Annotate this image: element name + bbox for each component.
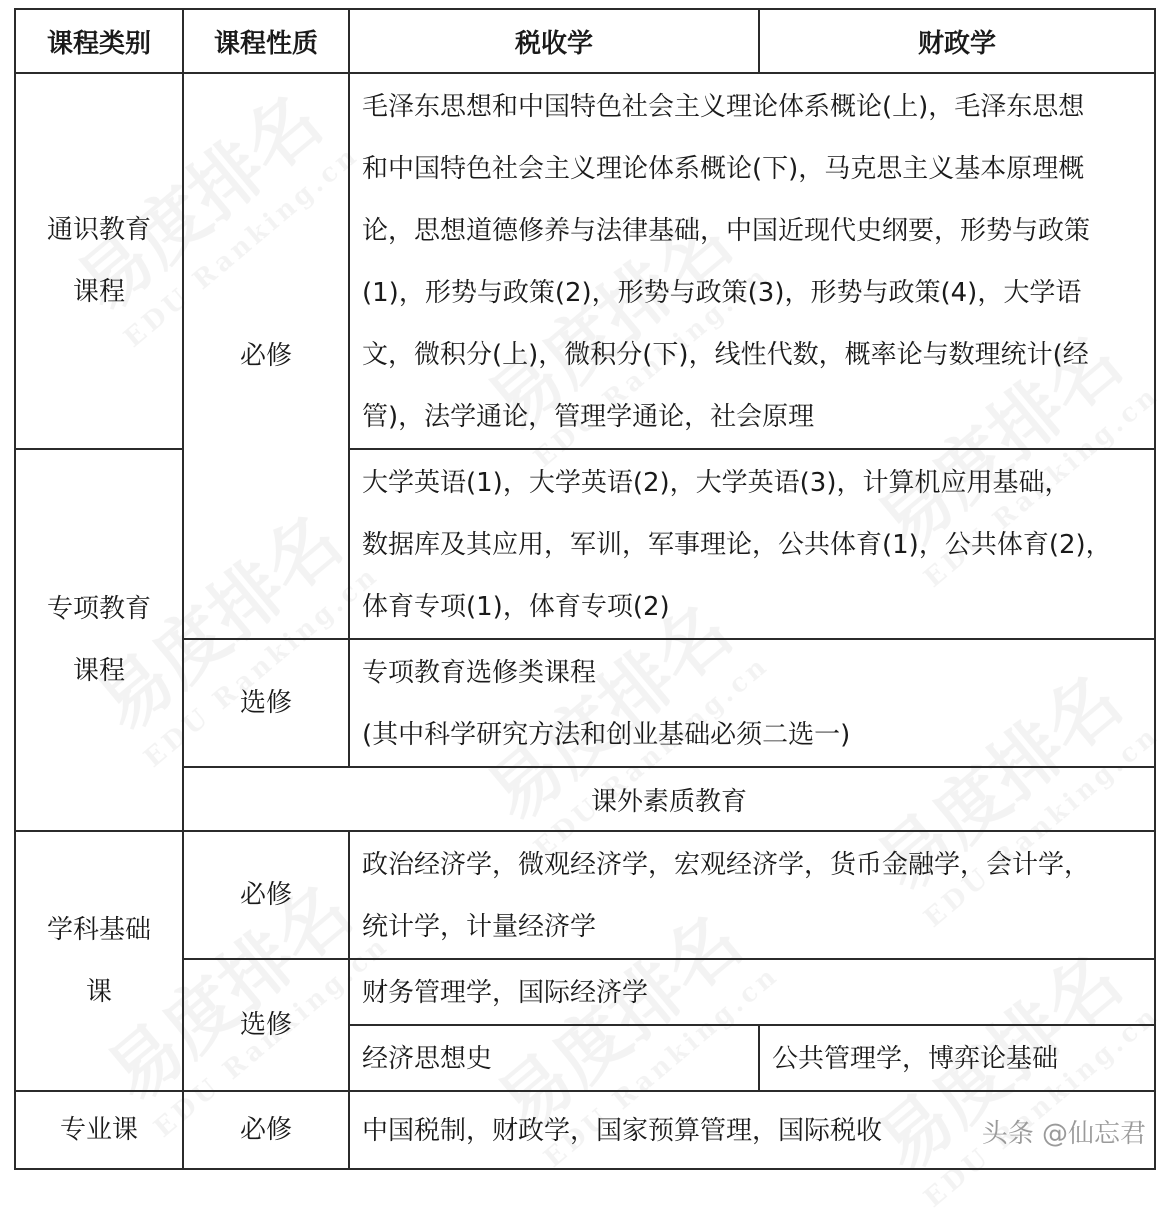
- basic-elective-row: [15, 959, 1155, 1025]
- special-elective-courses: 专项教育选修类课程 (其中科学研究方法和创业基础必须二选一): [349, 639, 1155, 767]
- general-courses: 毛泽东思想和中国特色社会主义理论体系概论(上)，毛泽东思想 和中国特色社会主义理论体系概论(下)，马克思主义基本原理概 论，思想道德修养与法律基础，中国近现代史纲要，形势与政策 (1)，形势与政策(2)，形势与政策(3)，形势与政策(4)，大学语 文，微积分(上)，微积分(下)，线性代数，概率论与数理统计(经 管)，法学通论，管理学通论，社会原理: [349, 73, 1155, 449]
- nature-elective: 选修: [183, 959, 349, 1091]
- basic-required-courses: 政治经济学，微观经济学，宏观经济学，货币金融学，会计学， 统计学，计量经济学: [349, 831, 1155, 959]
- general-row: [15, 73, 1155, 449]
- header-nature: 课程性质: [183, 9, 349, 73]
- category-major: 专业课: [15, 1091, 183, 1169]
- special-elective-row: [15, 639, 1155, 767]
- header-row: [15, 9, 1155, 73]
- basic-elective-tax: 经济思想史: [349, 1025, 759, 1091]
- header-category: 课程类别: [15, 9, 183, 73]
- nature-elective: 选修: [183, 639, 349, 767]
- nature-required: 必修: [183, 831, 349, 959]
- category-special: 专项教育 课程: [15, 449, 183, 831]
- nature-required: 必修: [183, 73, 349, 639]
- header-tax: 税收学: [349, 9, 759, 73]
- nature-required: 必修: [183, 1091, 349, 1169]
- extracurricular: 课外素质教育: [183, 767, 1155, 831]
- curriculum-table: [14, 8, 1156, 1170]
- category-general: 通识教育 课程: [15, 73, 183, 449]
- basic-required-row: [15, 831, 1155, 959]
- header-finance: 财政学: [759, 9, 1155, 73]
- basic-elective-common: 财务管理学，国际经济学: [349, 959, 1155, 1025]
- category-basic: 学科基础 课: [15, 831, 183, 1091]
- special-required-courses: 大学英语(1)，大学英语(2)，大学英语(3)，计算机应用基础， 数据库及其应用，军训，军事理论，公共体育(1)，公共体育(2)， 体育专项(1)，体育专项(2): [349, 449, 1155, 639]
- major-courses: 中国税制，财政学，国家预算管理，国际税收: [349, 1091, 1155, 1169]
- extracurricular-row: [15, 767, 1155, 831]
- basic-elective-finance: 公共管理学，博弈论基础: [759, 1025, 1155, 1091]
- credit-watermark: 头条 @仙忘君: [981, 1119, 1146, 1149]
